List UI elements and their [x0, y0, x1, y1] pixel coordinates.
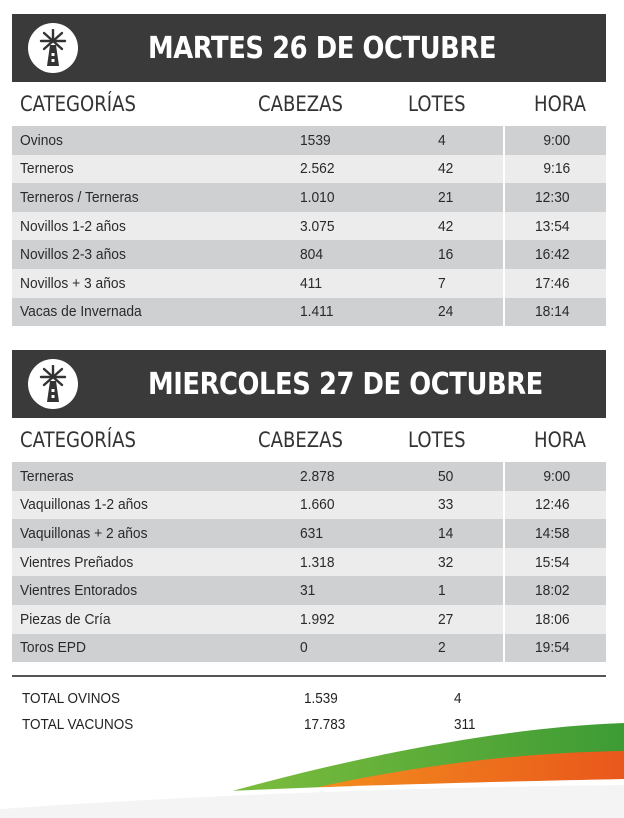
cell-categoria: Toros EPD: [12, 634, 250, 663]
cell-categoria: Vacas de Invernada: [12, 298, 250, 327]
col-header-cabezas: CABEZAS: [258, 92, 343, 116]
cell-cabezas: 804: [250, 240, 408, 269]
cell-lotes: 1: [408, 576, 504, 605]
cell-cabezas: 1.411: [250, 298, 408, 327]
table-row: [12, 605, 606, 634]
cell-categoria: Ovinos: [12, 126, 250, 155]
section-miercoles: [12, 350, 606, 662]
decorative-swoosh: [0, 723, 624, 818]
windmill-icon: [28, 23, 78, 73]
cell-hora: 19:54: [504, 634, 606, 663]
total-label: TOTAL OVINOS: [22, 689, 121, 707]
cell-cabezas: 1.992: [250, 605, 408, 634]
cell-categoria: Vaquillonas 1-2 años: [12, 491, 250, 520]
total-row: [12, 685, 606, 711]
table-row: [12, 126, 606, 155]
col-header-lotes: LOTES: [408, 428, 466, 452]
cell-cabezas: 1.010: [250, 183, 408, 212]
col-header-cabezas: CABEZAS: [258, 428, 343, 452]
cell-hora: 12:30: [504, 183, 606, 212]
cell-hora: 18:02: [504, 576, 606, 605]
table-row: [12, 634, 606, 663]
table-row: [12, 491, 606, 520]
cell-cabezas: 2.562: [250, 155, 408, 184]
cell-cabezas: 0: [250, 634, 408, 663]
col-header-lotes: LOTES: [408, 92, 466, 116]
table-row: [12, 548, 606, 577]
cell-categoria: Terneras: [12, 462, 250, 491]
cell-lotes: 14: [408, 519, 504, 548]
cell-hora: 9:00: [504, 462, 606, 491]
day-title: MIERCOLES 27 DE OCTUBRE: [148, 366, 543, 402]
total-lotes: 311: [454, 715, 476, 733]
schedule-table: [12, 418, 606, 662]
day-banner: [12, 14, 606, 82]
table-row: [12, 269, 606, 298]
cell-lotes: 32: [408, 548, 504, 577]
cell-cabezas: 31: [250, 576, 408, 605]
day-banner: [12, 350, 606, 418]
table-row: [12, 240, 606, 269]
table-row: [12, 212, 606, 241]
cell-hora: 16:42: [504, 240, 606, 269]
cell-categoria: Novillos + 3 años: [12, 269, 250, 298]
col-header-hora: HORA: [534, 92, 586, 116]
cell-hora: 14:58: [504, 519, 606, 548]
total-cabezas: 1.539: [304, 689, 338, 707]
col-header-hora: HORA: [534, 428, 586, 452]
cell-lotes: 21: [408, 183, 504, 212]
cell-categoria: Piezas de Cría: [12, 605, 250, 634]
section-martes: [12, 14, 606, 326]
windmill-icon: [28, 359, 78, 409]
schedule-table: [12, 82, 606, 326]
total-label: TOTAL VACUNOS: [22, 715, 134, 733]
cell-categoria: Vientres Entorados: [12, 576, 250, 605]
cell-lotes: 50: [408, 462, 504, 491]
cell-hora: 18:14: [504, 298, 606, 327]
cell-lotes: 27: [408, 605, 504, 634]
table-row: [12, 155, 606, 184]
cell-hora: 18:06: [504, 605, 606, 634]
col-header-categorias: CATEGORÍAS: [20, 428, 136, 452]
cell-hora: 9:00: [504, 126, 606, 155]
cell-lotes: 7: [408, 269, 504, 298]
cell-hora: 9:16: [504, 155, 606, 184]
cell-categoria: Vaquillonas + 2 años: [12, 519, 250, 548]
total-lotes: 4: [454, 689, 462, 707]
cell-lotes: 42: [408, 212, 504, 241]
cell-lotes: 42: [408, 155, 504, 184]
cell-lotes: 2: [408, 634, 504, 663]
day-title: MARTES 26 DE OCTUBRE: [148, 30, 497, 66]
table-row: [12, 462, 606, 491]
cell-cabezas: 1.318: [250, 548, 408, 577]
cell-cabezas: 1539: [250, 126, 408, 155]
cell-cabezas: 2.878: [250, 462, 408, 491]
cell-lotes: 24: [408, 298, 504, 327]
cell-lotes: 4: [408, 126, 504, 155]
cell-hora: 15:54: [504, 548, 606, 577]
cell-categoria: Terneros / Terneras: [12, 183, 250, 212]
cell-cabezas: 1.660: [250, 491, 408, 520]
cell-categoria: Novillos 1-2 años: [12, 212, 250, 241]
cell-lotes: 16: [408, 240, 504, 269]
cell-categoria: Novillos 2-3 años: [12, 240, 250, 269]
col-header-categorias: CATEGORÍAS: [20, 92, 136, 116]
cell-cabezas: 3.075: [250, 212, 408, 241]
table-row: [12, 298, 606, 327]
cell-cabezas: 411: [250, 269, 408, 298]
cell-lotes: 33: [408, 491, 504, 520]
total-cabezas: 17.783: [304, 715, 346, 733]
cell-cabezas: 631: [250, 519, 408, 548]
cell-hora: 12:46: [504, 491, 606, 520]
cell-categoria: Terneros: [12, 155, 250, 184]
cell-hora: 17:46: [504, 269, 606, 298]
cell-categoria: Vientres Preñados: [12, 548, 250, 577]
table-row: [12, 576, 606, 605]
cell-hora: 13:54: [504, 212, 606, 241]
table-row: [12, 519, 606, 548]
table-row: [12, 183, 606, 212]
